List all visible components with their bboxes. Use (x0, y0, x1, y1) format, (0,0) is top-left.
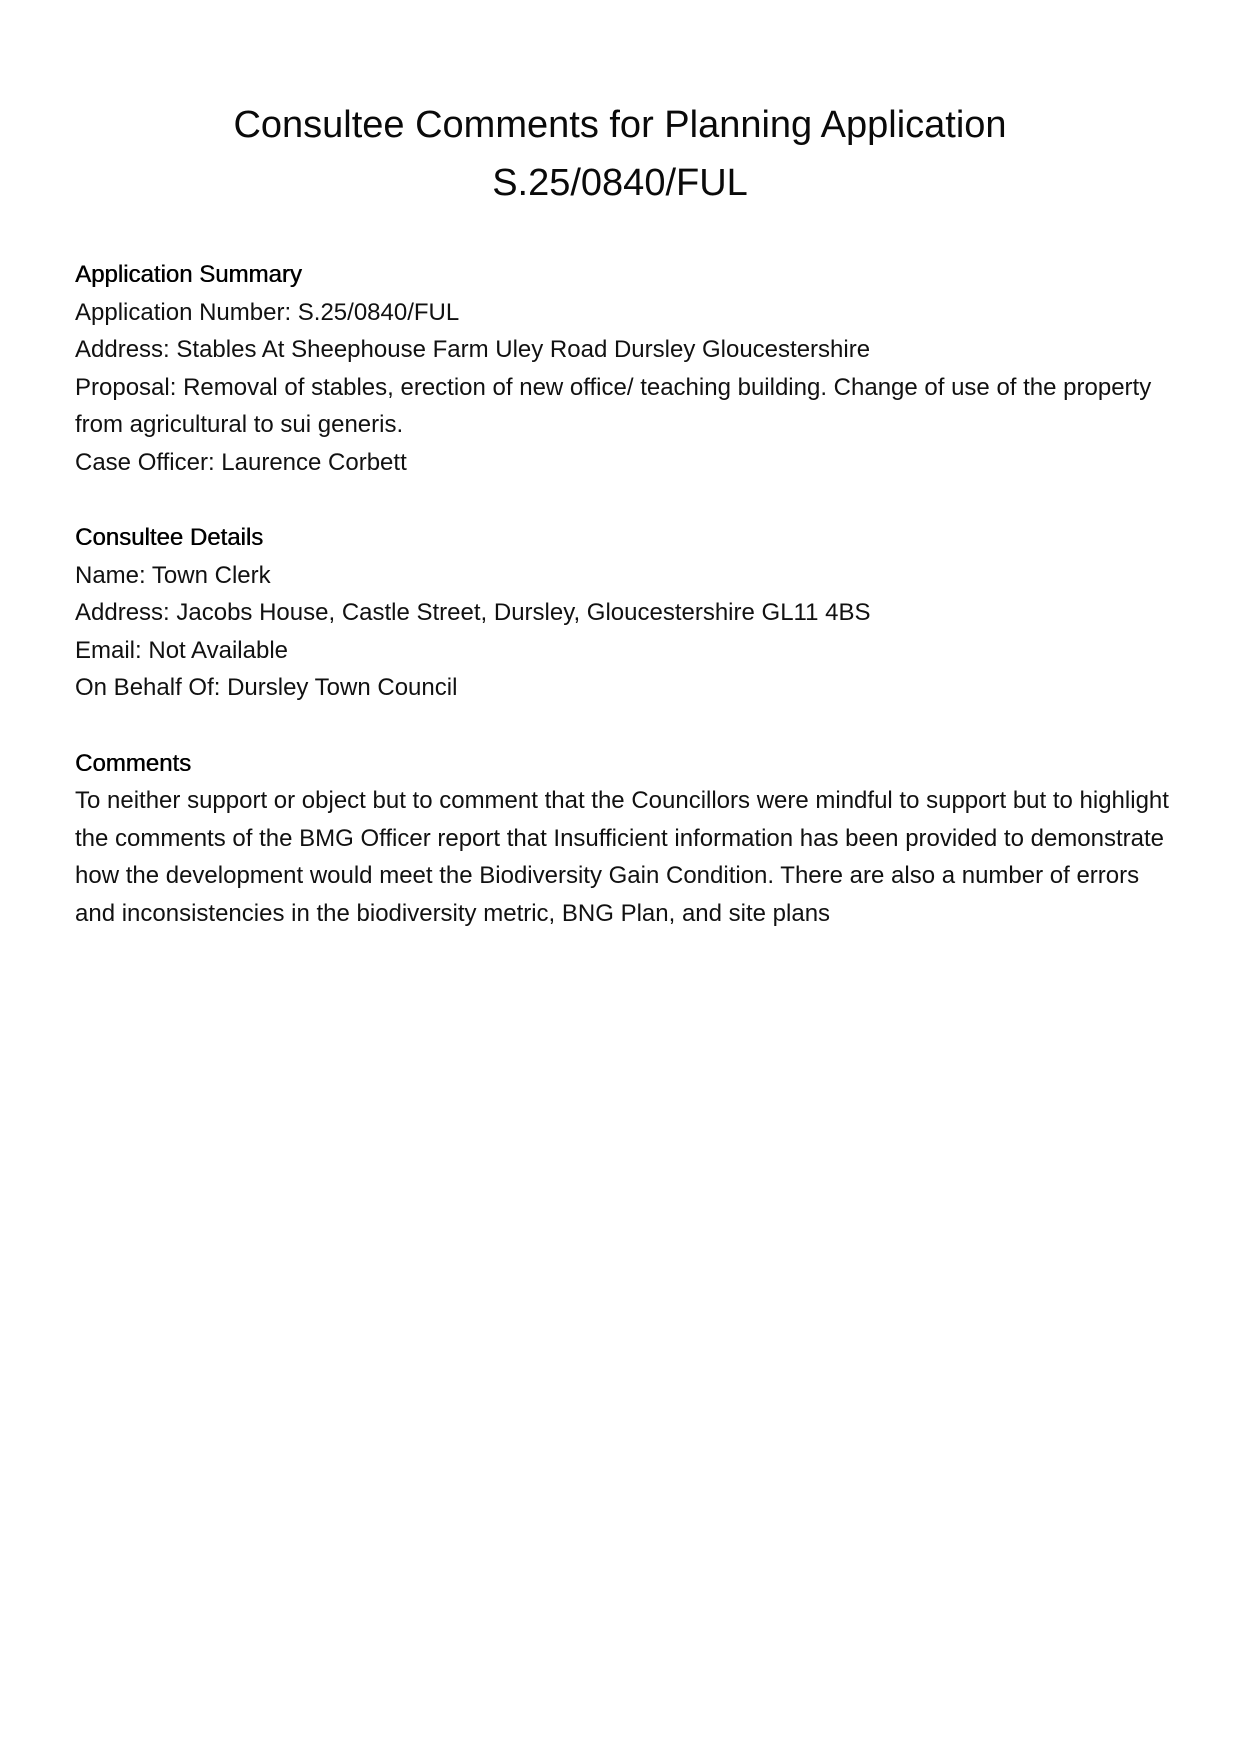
field-label: Address: (75, 599, 177, 626)
consultee-details-section (75, 519, 1185, 707)
field-label: Email: (75, 636, 149, 664)
page-title (0, 96, 1240, 212)
field-value: Laurence Corbett (221, 448, 407, 476)
site-address-field (75, 331, 1185, 369)
case-officer-field (75, 444, 1185, 482)
title-line-1: Consultee Comments for Planning Application (233, 104, 1007, 146)
field-value: Not Available (148, 636, 289, 664)
field-label: Address: (75, 336, 177, 363)
field-value: Dursley Town Council (227, 674, 458, 701)
comments-section (75, 745, 1185, 933)
field-value: Jacobs House, Castle Street, Dursley, Gloucestershire GL11 4BS (176, 599, 871, 626)
consultee-address-field (75, 594, 1185, 632)
comments-heading: Comments (75, 749, 192, 777)
consultee-name-field (75, 557, 1185, 595)
comments-text: To neither support or object but to comment that the Councillors were mindful to support but to highlight the comments of the BMG Officer report that Insufficient information has been provided to demonstrate how the development would meet the Biodiversity Gain Condition. There are also a number of errors and inconsistencies in the biodiversity metric, BNG Plan, and site plans (75, 787, 1169, 927)
consultee-email-field (75, 632, 1185, 670)
application-summary-section (75, 256, 1185, 481)
field-label: Case Officer: (75, 448, 222, 476)
on-behalf-of-field (75, 669, 1185, 707)
application-summary-heading: Application Summary (75, 261, 302, 288)
field-label: On Behalf Of: (75, 674, 228, 701)
field-value: Removal of stables, erection of new office/ teaching building. Change of use of the property from agricultural to sui generis. (75, 373, 1152, 438)
field-label: Application Number: (75, 298, 298, 326)
document-body (75, 256, 1185, 970)
field-value: S.25/0840/FUL (297, 298, 460, 326)
title-line-2: S.25/0840/FUL (492, 162, 748, 204)
application-number-field (75, 294, 1185, 332)
field-value: Town Clerk (151, 561, 271, 589)
consultee-details-heading: Consultee Details (75, 524, 264, 551)
field-label: Proposal: (75, 373, 184, 401)
proposal-field (75, 369, 1185, 444)
field-label: Name: (75, 561, 152, 589)
field-value: Stables At Sheephouse Farm Uley Road Dursley Gloucestershire (176, 336, 871, 363)
